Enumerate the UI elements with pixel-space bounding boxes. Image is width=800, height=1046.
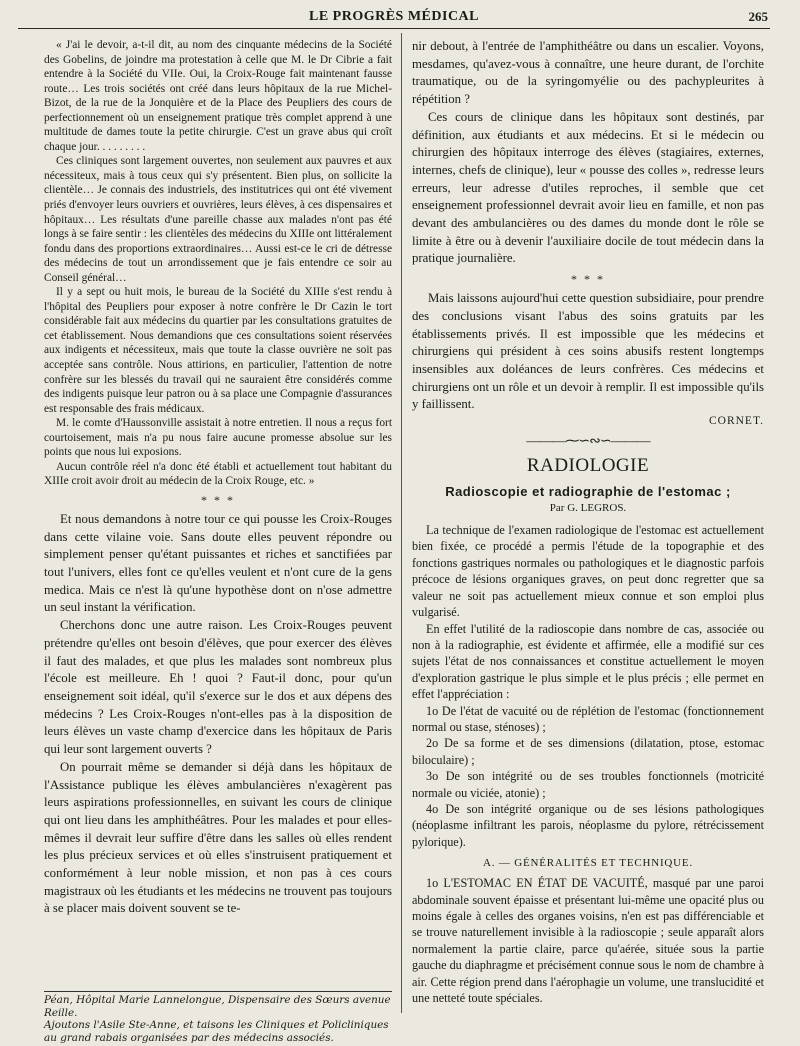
left-column <box>44 38 392 1038</box>
article-title: Radioscopie et radiographie de l'estomac ; <box>445 484 731 500</box>
quote-paragraph: Il y a sept ou huit mois, le bureau de la Société du XIIIe s'est rendu à l'hôpital des Peupliers pour exposer à notre confrère le Dr Cazin le tort considérable fait aux médecins du quartier par les consultations gratuites de cet établissement. Nous demandions que ces consultations soient réservées aux indigents et nécessiteux, mais que toute la classe ouvrière ne soit pas acceptée sans contrôle. Nous attirions, en particulier, l'attention de notre confrère sur les blessés du travail qui ne sauraient être considérés comme des indigents puisque leur patron ou à sa place une Compagnie d'assurances est responsable des frais médicaux. <box>44 286 392 415</box>
article-body-continued <box>412 875 764 1006</box>
footnote: Ajoutons l'Asile Ste-Anne, et taisons les Cliniques et Policliniques au grand rabais organisées par des médecins associés. <box>44 1019 389 1044</box>
quote-paragraph: Aucun contrôle réel n'a donc été établi et actuellement tout habitant du XIIIe croit avoir droit au médecin de la Croix Rouge, etc. » <box>44 460 392 488</box>
ornamental-rule: ———⁓∽∾∽——— <box>526 434 650 450</box>
section-title: RADIOLOGIE <box>526 455 650 477</box>
body-paragraph: nir debout, à l'entrée de l'amphithéâtre ou dans un escalier. Voyons, mesdames, qu'avez-vous à connaître, une heure durant, de l'orchite traumatique, ou de la syringomyélie ou des pachypleurites à répétition ? <box>412 39 764 107</box>
quote-paragraph: « J'ai le devoir, a-t-il dit, au nom des cinquante médecins de la Société des Gobelins, de joindre ma protestation à celle que M. le Dr Cibrie a fait entendre à la Société du VIIe. Oui, la Croix-Rouge fait maintenant fausse route… Les trois sociétés ont créé dans leurs hôpitaux de la rue Michel-Bizot, de la rue de la Jonquière et de la Place des Peupliers des cours de perfectionnement où un enseignement pratique très complet apprend à une multitude de dames toute la petite chirurgie. C'est un grave abus qui croît chaque jour. . . . . . . . . <box>44 39 392 153</box>
editorial-conclusion <box>412 290 764 414</box>
list-item: 2o De sa forme et de ses dimensions (dilatation, ptose, estomac biloculaire) ; <box>412 736 764 767</box>
column-divider <box>401 33 402 1013</box>
quoted-speech <box>44 38 392 489</box>
footnote: Péan, Hôpital Marie Lannelongue, Dispensaire des Sœurs avenue Reille. <box>44 994 391 1019</box>
quote-paragraph: Ces cliniques sont largement ouvertes, non seulement aux pauvres et aux nécessiteux, mais à tous ceux qui s'y présentent. Bien plus, on sollicite la clientèle… Je connais des industriels, des institutrices qui ont été vivement priés d'envoyer leurs ouvriers et ouvrières, leurs élèves, à ces dispensaires et hôpitaux… Les résultats d'une pareille chasse aux malades n'ont pas été longs à se faire sentir : les clientèles des médecins du XIIIe ont littéralement fondu dans des proportions extraordinaires… Aussi est-ce le cri de détresse des médecins de tout un arrondissement que je fais entendre ce soir au Conseil général… <box>44 155 392 284</box>
body-paragraph: La technique de l'examen radiologique de l'estomac est actuellement bien fixée, ce procédé a permis l'étude de la topographie et des fonctions gastriques normales ou pathologiques et le diagnostic parfois précoce de lésions organiques graves, on peut donc regretter que sa valeur ne soit pas actuellement mieux connue et son emploi plus vulgarisé. <box>412 523 764 620</box>
page-number: 265 <box>748 9 768 24</box>
list-item: 3o De son intégrité ou de ses troubles fonctionnels (motricité normale ou viciée, atonie) ; <box>412 769 764 800</box>
editorial-continuation <box>412 38 764 268</box>
body-paragraph: Cherchons donc une autre raison. Les Croix-Rouges peuvent prétendre qu'elles ont besoin d'élèves, que pour exercer des élèves il faut des malades, et que plus les malades sont nombreux plus l'école est meilleure. Eh ! quoi ? Faut-il donc, pour qu'un enseignement soit idéal, qu'il s'exerce sur le dos et aux dépens des médecins ? Les Croix-Rouges n'ont-elles pas à la disposition de leurs élèves un vaste champ d'exercice dans les hôpitaux de Paris qui leur sont largement ouverts ? <box>44 618 392 757</box>
footnotes <box>44 991 392 1044</box>
list-item: 1o De l'état de vacuité ou de réplétion de l'estomac (fonctionnement normal ou stase, sténoses) ; <box>412 703 764 734</box>
article-author: Par G. LEGROS. <box>549 502 627 515</box>
section-stars: * * * <box>201 492 235 507</box>
page-header <box>18 6 770 29</box>
body-paragraph: On pourrait même se demander si déjà dans les hôpitaux de l'Assistance publique les élèves ambulancières n'exagèrent pas leurs aspirations professionnelles, en suivant les cours de clinique qui ont lieu dans les amphithéâtres. Pour les malades et pour elles-mêmes il devrait leur suffire d'être dans les salles où elles rendent les plus précieux services et où elles s'instruisent pratiquement et conformément à leur noble mission, et non pas à ces cours magistraux où les étudiants et les médecins ne trouvent pas toujours à se placer mais doivent souvent se te- <box>44 759 392 916</box>
editorial-body <box>44 511 392 918</box>
body-paragraph: Ces cours de clinique dans les hôpitaux sont destinés, par définition, aux étudiants et aux médecins. Et si le médecin ou chirurgien des hôpitaux interroge des élèves (stagiaires, externes, internes, chefs de clinique), leur « pousse des colles », redresse leurs erreurs, leur adresse d'utiles reproches, il semble que cet enseignement professionnel devrait avoir lieu en famille, et non pas devant des ambulancières ou des dames du monde dont le rôle se limite à être ou à devenir l'auxiliaire docile de tout médecin dans la pratique journalière. <box>412 109 764 266</box>
journal-title: LE PROGRÈS MÉDICAL <box>308 9 480 24</box>
subheading: A. — GÉNÉRALITÉS ET TECHNIQUE. <box>483 857 693 870</box>
article-body <box>412 522 764 850</box>
body-paragraph: 1o L'ESTOMAC EN ÉTAT DE VACUITÉ, masqué par une paroi abdominale souvent épaisse et présentant lui-même une opacité plus ou moins égale à celles des organes voisins, n'en est pas différenciable et se trouve naturellement invisible à la radioscopie ; seule apparaît alors normalement la partie claire, parce qu'aérée, située sous la partie gauche du diaphragme et précisément connue sous le nom de chambre à air. Cette région prend dans l'aérophagie un volume, une translucidité et une netteté toute spéciales. <box>412 876 764 1006</box>
section-stars: * * * <box>571 272 605 287</box>
right-column <box>412 38 764 1038</box>
quote-paragraph: M. le comte d'Haussonville assistait à notre entretien. Il nous a reçus fort courtoisement, mais n'a pu nous faire aucune promesse absolue sur les points que nous lui exposions. <box>44 417 392 459</box>
list-item: 4o De son intégrité organique ou de ses lésions pathologiques (néoplasme infiltrant les parois, néoplasme du pylore, rétrécissement pylorique). <box>412 801 764 849</box>
body-paragraph: En effet l'utilité de la radioscopie dans nombre de cas, associée ou non à la radiographie, est évidente et affirmée, elle a modifié sur ces sujets l'état de nos connaissances et constitue actuellement le moyen d'exploration gastrique le plus simple et le plus précis ; elle permet en effet l'appréciation : <box>412 621 764 702</box>
body-paragraph: Mais laissons aujourd'hui cette question subsidiaire, pour prendre des conclusions visant l'abus des soins gratuits par les établissements privés. Il est impossible que les médecins et chirurgiens qui président à ces soins abusifs restent longtemps insensibles aux doléances de leurs confrères. Ces médecins et chirurgiens ont un rôle et un devoir à remplir. Il est impossible qu'ils y faillissent. <box>412 291 764 412</box>
author-signature: CORNET. <box>708 415 764 428</box>
body-paragraph: Et nous demandons à notre tour ce qui pousse les Croix-Rouges dans cette vilaine voie. Sans doute elles peuvent répondre ou simplement penser qu'étant puissantes et riches et sanctifiées par tout l'univers, elles font ce qu'elles veulent et n'ont cure de la gens medica. Mais ce n'est là qu'une hypothèse dont on n'ose admettre un seul instant la vérification. <box>44 511 392 615</box>
